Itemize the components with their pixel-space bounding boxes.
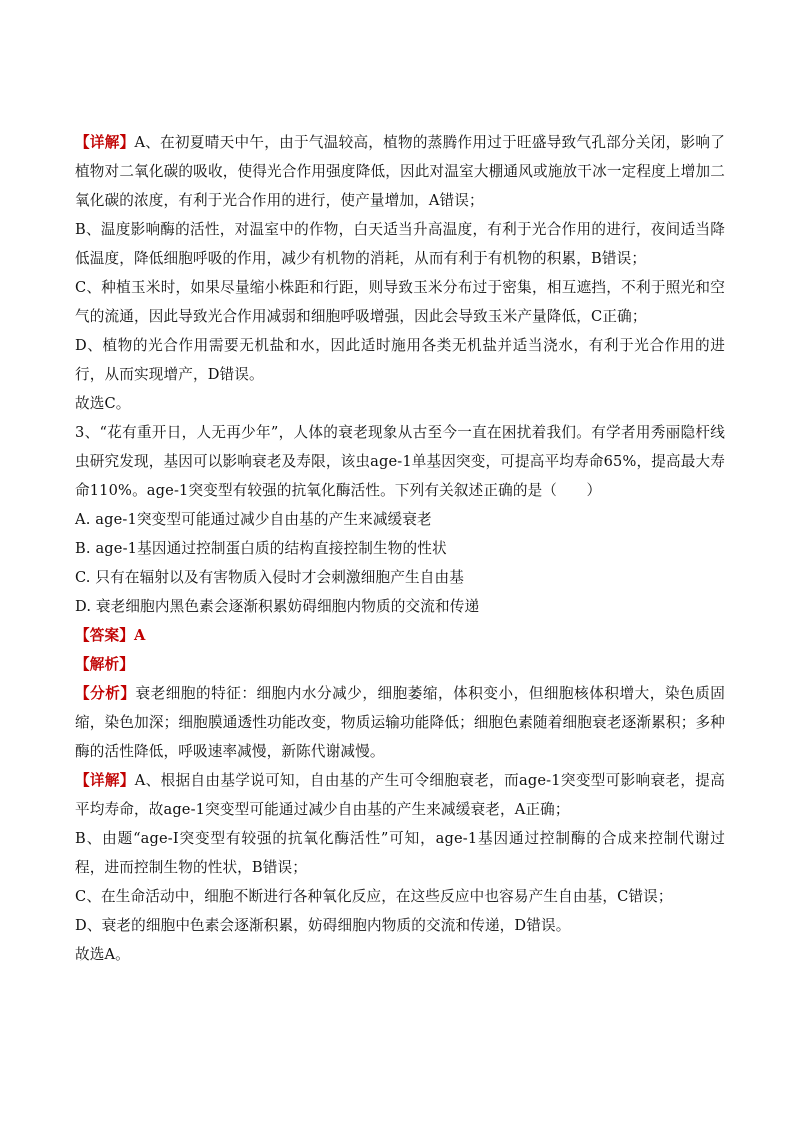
q3-detail-d: D、衰老的细胞中色素会逐渐积累，妨碍细胞内物质的交流和传递，D错误。 xyxy=(75,917,571,934)
question-3-stem: 3、“花有重开日，人无再少年”，人体的衰老现象从古至今一直在困扰着我们。有学者用秀丽隐杆线虫研究发现，基因可以影响衰老及寿限，该虫age-1单基因突变，可提高平均寿命65%，提高最大寿命110%。age-1突变型有较强的抗氧化酶活性。下列有关叙述正确的是（ ） xyxy=(75,424,725,499)
q3-detail-b: B、由题“age-I突变型有较强的抗氧化酶活性”可知，age-1基因通过控制酶的合成来控制代谢过程，进而控制生物的性状，B错误； xyxy=(75,830,725,876)
prev-choose: 故选C。 xyxy=(75,395,131,412)
option-a: A. age-1突变型可能通过减少自由基的产生来减缓衰老 xyxy=(75,511,432,528)
analysis-tag: 【解析】 xyxy=(75,656,134,673)
detail-a-text: A、在初夏晴天中午，由于气温较高，植物的蒸腾作用过于旺盛导致气孔部分关闭，影响了植物对二氧化碳的吸收，使得光合作用强度降低，因此对温室大棚通风或施放干冰一定程度上增加二氧化碳的浓度，有利于光合作用的进行，使产量增加，A错误； xyxy=(75,134,726,209)
page-content xyxy=(75,128,725,969)
option-d: D. 衰老细胞内黑色素会逐渐积累妨碍细胞内物质的交流和传递 xyxy=(75,598,480,615)
answer-line xyxy=(75,621,725,650)
fenxi-text: 衰老细胞的特征：细胞内水分减少，细胞萎缩，体积变小，但细胞核体积增大，染色质固缩，染色加深；细胞膜通透性功能改变，物质运输功能降低；细胞色素随着细胞衰老逐渐累积；多种酶的活性降低，呼吸速率减慢，新陈代谢减慢。 xyxy=(75,685,725,760)
q3-choose: 故选A。 xyxy=(75,946,130,963)
prev-detail-a xyxy=(75,128,725,215)
answer-value: A xyxy=(133,627,146,644)
q3-detail-tag: 【详解】 xyxy=(75,772,135,789)
option-b: B. age-1基因通过控制蛋白质的结构直接控制生物的性状 xyxy=(75,540,447,557)
fenxi-tag: 【分析】 xyxy=(75,685,136,702)
prev-detail-b: B、温度影响酶的活性，对温室中的作物，白天适当升高温度，有利于光合作用的进行，夜间适当降低温度，降低细胞呼吸的作用，减少有机物的消耗，从而有利于有机物的积累，B错误； xyxy=(75,221,725,267)
prev-detail-d: D、植物的光合作用需要无机盐和水，因此适时施用各类无机盐并适当浇水，有利于光合作用的进行，从而实现增产，D错误。 xyxy=(75,337,725,383)
q3-detail-a-text: A、根据自由基学说可知，自由基的产生可令细胞衰老，而age-1突变型可影响衰老，提高平均寿命，故age-1突变型可能通过减少自由基的产生来减缓衰老，A正确； xyxy=(75,772,725,818)
prev-detail-c: C、种植玉米时，如果尽量缩小株距和行距，则导致玉米分布过于密集，相互遮挡，不利于照光和空气的流通，因此导致光合作用减弱和细胞呼吸增强，因此会导致玉米产量降低，C正确； xyxy=(75,279,725,325)
option-c: C. 只有在辐射以及有害物质入侵时才会刺激细胞产生自由基 xyxy=(75,569,464,586)
answer-tag: 【答案】 xyxy=(75,627,134,644)
q3-detail-c: C、在生命活动中，细胞不断进行各种氧化反应，在这些反应中也容易产生自由基，C错误； xyxy=(75,888,673,905)
analysis-line xyxy=(75,650,725,679)
q3-detail-a xyxy=(75,766,725,824)
detail-tag: 【详解】 xyxy=(75,134,135,151)
fenxi-para xyxy=(75,679,725,766)
